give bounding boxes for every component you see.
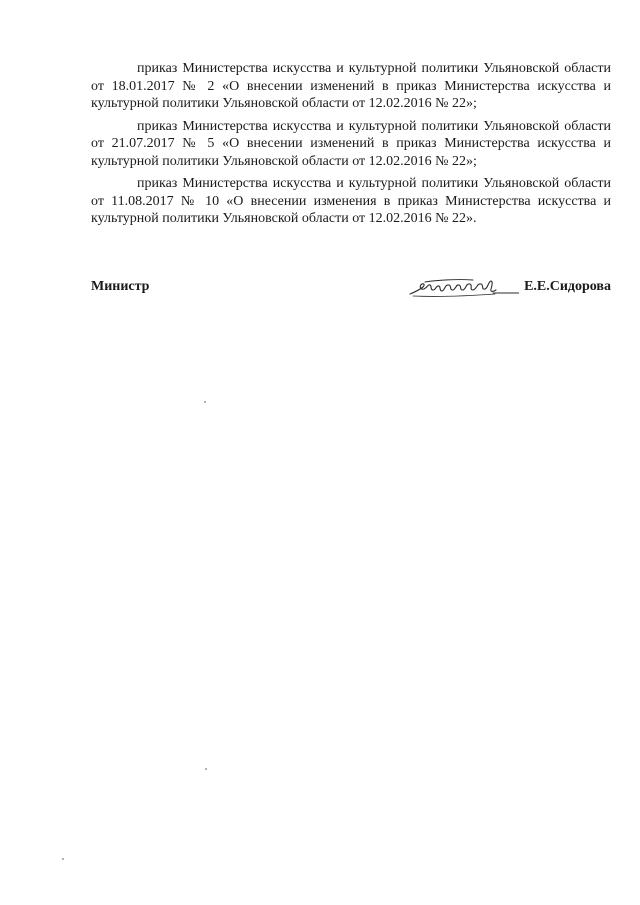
order-paragraph-1: приказ Министерства искусства и культурной политики Ульяновской области от 18.01.2017 № 2 «О внесении изменений в приказ Министерства искусства и культурной политики Ульяновской области от 12.02.2016 № 22»;	[91, 61, 611, 111]
scan-speck	[205, 768, 207, 770]
order-paragraph-2: приказ Министерства искусства и культурной политики Ульяновской области от 21.07.2017 № 5 «О внесении изменений в приказ Министерства искусства и культурной политики Ульяновской области от 12.02.2016 № 22»;	[91, 118, 611, 169]
scan-speck	[204, 401, 206, 403]
handwritten-signature	[407, 275, 519, 299]
signature-block	[91, 275, 611, 301]
document-body	[91, 60, 611, 233]
signatory-position: Министр	[91, 279, 150, 294]
signatory-name: Е.Е.Сидорова	[524, 279, 611, 294]
scan-speck	[62, 858, 64, 860]
order-paragraph-3: приказ Министерства искусства и культурной политики Ульяновской области от 11.08.2017 № 10 «О внесении изменения в приказ Министерства искусства и культурной политики Ульяновской области от 12.02.2016 № 22».	[91, 176, 611, 226]
